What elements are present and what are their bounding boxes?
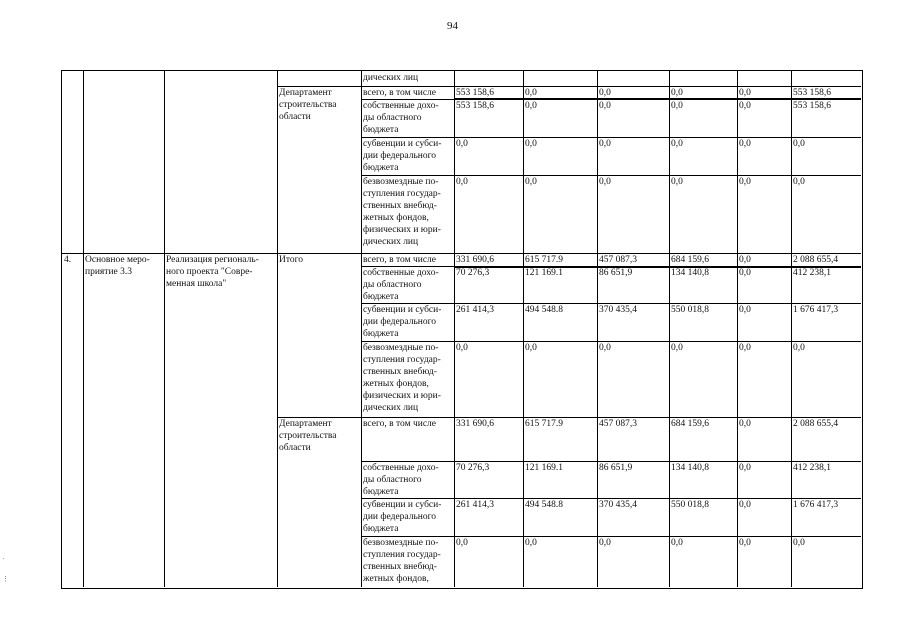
funding-source: безвозмездные по- ступления государ- ственных внебюд- жетных фондов, физических и юри- дических лиц — [363, 343, 441, 413]
amount-cell: 0,0 — [793, 139, 805, 149]
funding-source: всего, в том числе — [363, 419, 437, 429]
amount-cell: 261 414,3 — [456, 305, 494, 315]
funding-source: собственные дохо- ды областного бюджета — [363, 268, 439, 302]
amount-cell: 70 276,3 — [456, 463, 490, 473]
amount-cell: 0,0 — [456, 343, 468, 353]
amount-cell: 684 159,6 — [671, 255, 709, 265]
amount-cell: 0,0 — [525, 177, 537, 187]
amount-cell: 553 158,6 — [793, 101, 831, 111]
table-grid-line — [361, 71, 362, 587]
amount-cell: 0,0 — [671, 139, 683, 149]
amount-cell: 0,0 — [739, 177, 751, 187]
amount-cell: 0,0 — [739, 419, 751, 429]
amount-cell: 0,0 — [599, 343, 611, 353]
amount-cell: 0,0 — [456, 139, 468, 149]
amount-cell: 0,0 — [599, 88, 611, 98]
project-name: Реализация региональ- ного проекта "Совре- менная школа" — [166, 255, 259, 289]
amount-cell: 553 158,6 — [456, 88, 494, 98]
funding-source: безвозмездные по- ступления государ- ственных внебюд- жетных фондов, — [363, 538, 441, 584]
amount-cell: 457 087,3 — [599, 419, 637, 429]
amount-cell: 370 435,4 — [599, 500, 637, 510]
table-grid-line — [597, 71, 598, 587]
amount-cell: 0,0 — [456, 177, 468, 187]
table-grid-line — [523, 71, 524, 587]
amount-cell: 0,0 — [525, 139, 537, 149]
executor-name: Итого — [279, 255, 304, 265]
amount-cell: 550 018,8 — [671, 500, 709, 510]
amount-cell: 0,0 — [525, 343, 537, 353]
table-grid-line — [164, 71, 165, 587]
table-grid-line — [277, 71, 278, 587]
amount-cell: 615 717.9 — [525, 255, 563, 265]
amount-cell: 0,0 — [671, 88, 683, 98]
funding-source: безвозмездные по- ступления государ- ственных внебюд- жетных фондов, физических и юри- дических лиц — [363, 177, 441, 247]
amount-cell: 553 158,6 — [793, 88, 831, 98]
amount-cell: 0,0 — [525, 538, 537, 548]
amount-cell: 0,0 — [793, 343, 805, 353]
amount-cell: 370 435,4 — [599, 305, 637, 315]
amount-cell: 550 018,8 — [671, 305, 709, 315]
funding-source: субвенции и субси- дии федерального бюджета — [363, 500, 442, 534]
amount-cell: 0,0 — [599, 139, 611, 149]
amount-cell: 0,0 — [739, 500, 751, 510]
amount-cell: 331 690,6 — [456, 419, 494, 429]
amount-cell: 0,0 — [739, 88, 751, 98]
amount-cell: 1 676 417,3 — [793, 500, 839, 510]
amount-cell: 261 414,3 — [456, 500, 494, 510]
table-grid-line — [737, 71, 738, 587]
amount-cell: 86 651,9 — [599, 268, 633, 278]
amount-cell: 0,0 — [739, 463, 751, 473]
amount-cell: 0,0 — [671, 101, 683, 111]
amount-cell: 121 169.1 — [525, 463, 563, 473]
table-grid-line — [669, 71, 670, 587]
scan-edge-mark: ⋮ — [2, 575, 9, 583]
amount-cell: 0,0 — [456, 538, 468, 548]
amount-cell: 494 548.8 — [525, 305, 563, 315]
amount-cell: 0,0 — [525, 101, 537, 111]
amount-cell: 412 238,1 — [793, 268, 831, 278]
amount-cell: 0,0 — [793, 177, 805, 187]
amount-cell: 0,0 — [599, 177, 611, 187]
table-grid-line — [791, 71, 792, 587]
amount-cell: 0,0 — [739, 255, 751, 265]
amount-cell: 2 088 655,4 — [793, 419, 839, 429]
amount-cell: 0,0 — [599, 101, 611, 111]
funding-source: дических лиц — [363, 73, 419, 83]
funding-source: субвенции и субси- дии федерального бюджета — [363, 139, 442, 173]
amount-cell: 2 088 655,4 — [793, 255, 839, 265]
table-grid-line — [454, 71, 455, 587]
row-number: 4. — [64, 255, 72, 265]
table-grid-line — [83, 71, 84, 587]
amount-cell: 0,0 — [739, 268, 751, 278]
funding-source: всего, в том числе — [363, 255, 437, 265]
amount-cell: 134 140,8 — [671, 268, 709, 278]
amount-cell: 0,0 — [739, 538, 751, 548]
amount-cell: 0,0 — [671, 538, 683, 548]
funding-source: собственные дохо- ды областного бюджета — [363, 463, 439, 497]
amount-cell: 0,0 — [739, 139, 751, 149]
amount-cell: 0,0 — [525, 88, 537, 98]
amount-cell: 0,0 — [793, 538, 805, 548]
scan-edge-mark: · — [2, 555, 5, 563]
amount-cell: 0,0 — [739, 343, 751, 353]
measure-name: Основное меро- приятие 3.3 — [85, 255, 150, 277]
amount-cell: 1 676 417,3 — [793, 305, 839, 315]
amount-cell: 331 690,6 — [456, 255, 494, 265]
amount-cell: 494 548.8 — [525, 500, 563, 510]
amount-cell: 86 651,9 — [599, 463, 633, 473]
amount-cell: 457 087,3 — [599, 255, 637, 265]
funding-source: всего, в том числе — [363, 88, 437, 98]
funding-source: субвенции и субси- дии федерального бюджета — [363, 305, 442, 339]
amount-cell: 121 169.1 — [525, 268, 563, 278]
executor-name: Департамент строительства области — [279, 88, 337, 122]
amount-cell: 0,0 — [671, 177, 683, 187]
funding-source: собственные дохо- ды областного бюджета — [363, 101, 439, 135]
executor-name: Департамент строительства области — [279, 419, 337, 453]
amount-cell: 0,0 — [739, 305, 751, 315]
amount-cell: 0,0 — [739, 101, 751, 111]
amount-cell: 684 159,6 — [671, 419, 709, 429]
amount-cell: 0,0 — [671, 343, 683, 353]
amount-cell: 70 276,3 — [456, 268, 490, 278]
amount-cell: 615 717.9 — [525, 419, 563, 429]
budget-table — [61, 70, 863, 589]
amount-cell: 0,0 — [599, 538, 611, 548]
amount-cell: 412 238,1 — [793, 463, 831, 473]
amount-cell: 134 140,8 — [671, 463, 709, 473]
amount-cell: 553 158,6 — [456, 101, 494, 111]
page-number: 94 — [447, 20, 458, 32]
